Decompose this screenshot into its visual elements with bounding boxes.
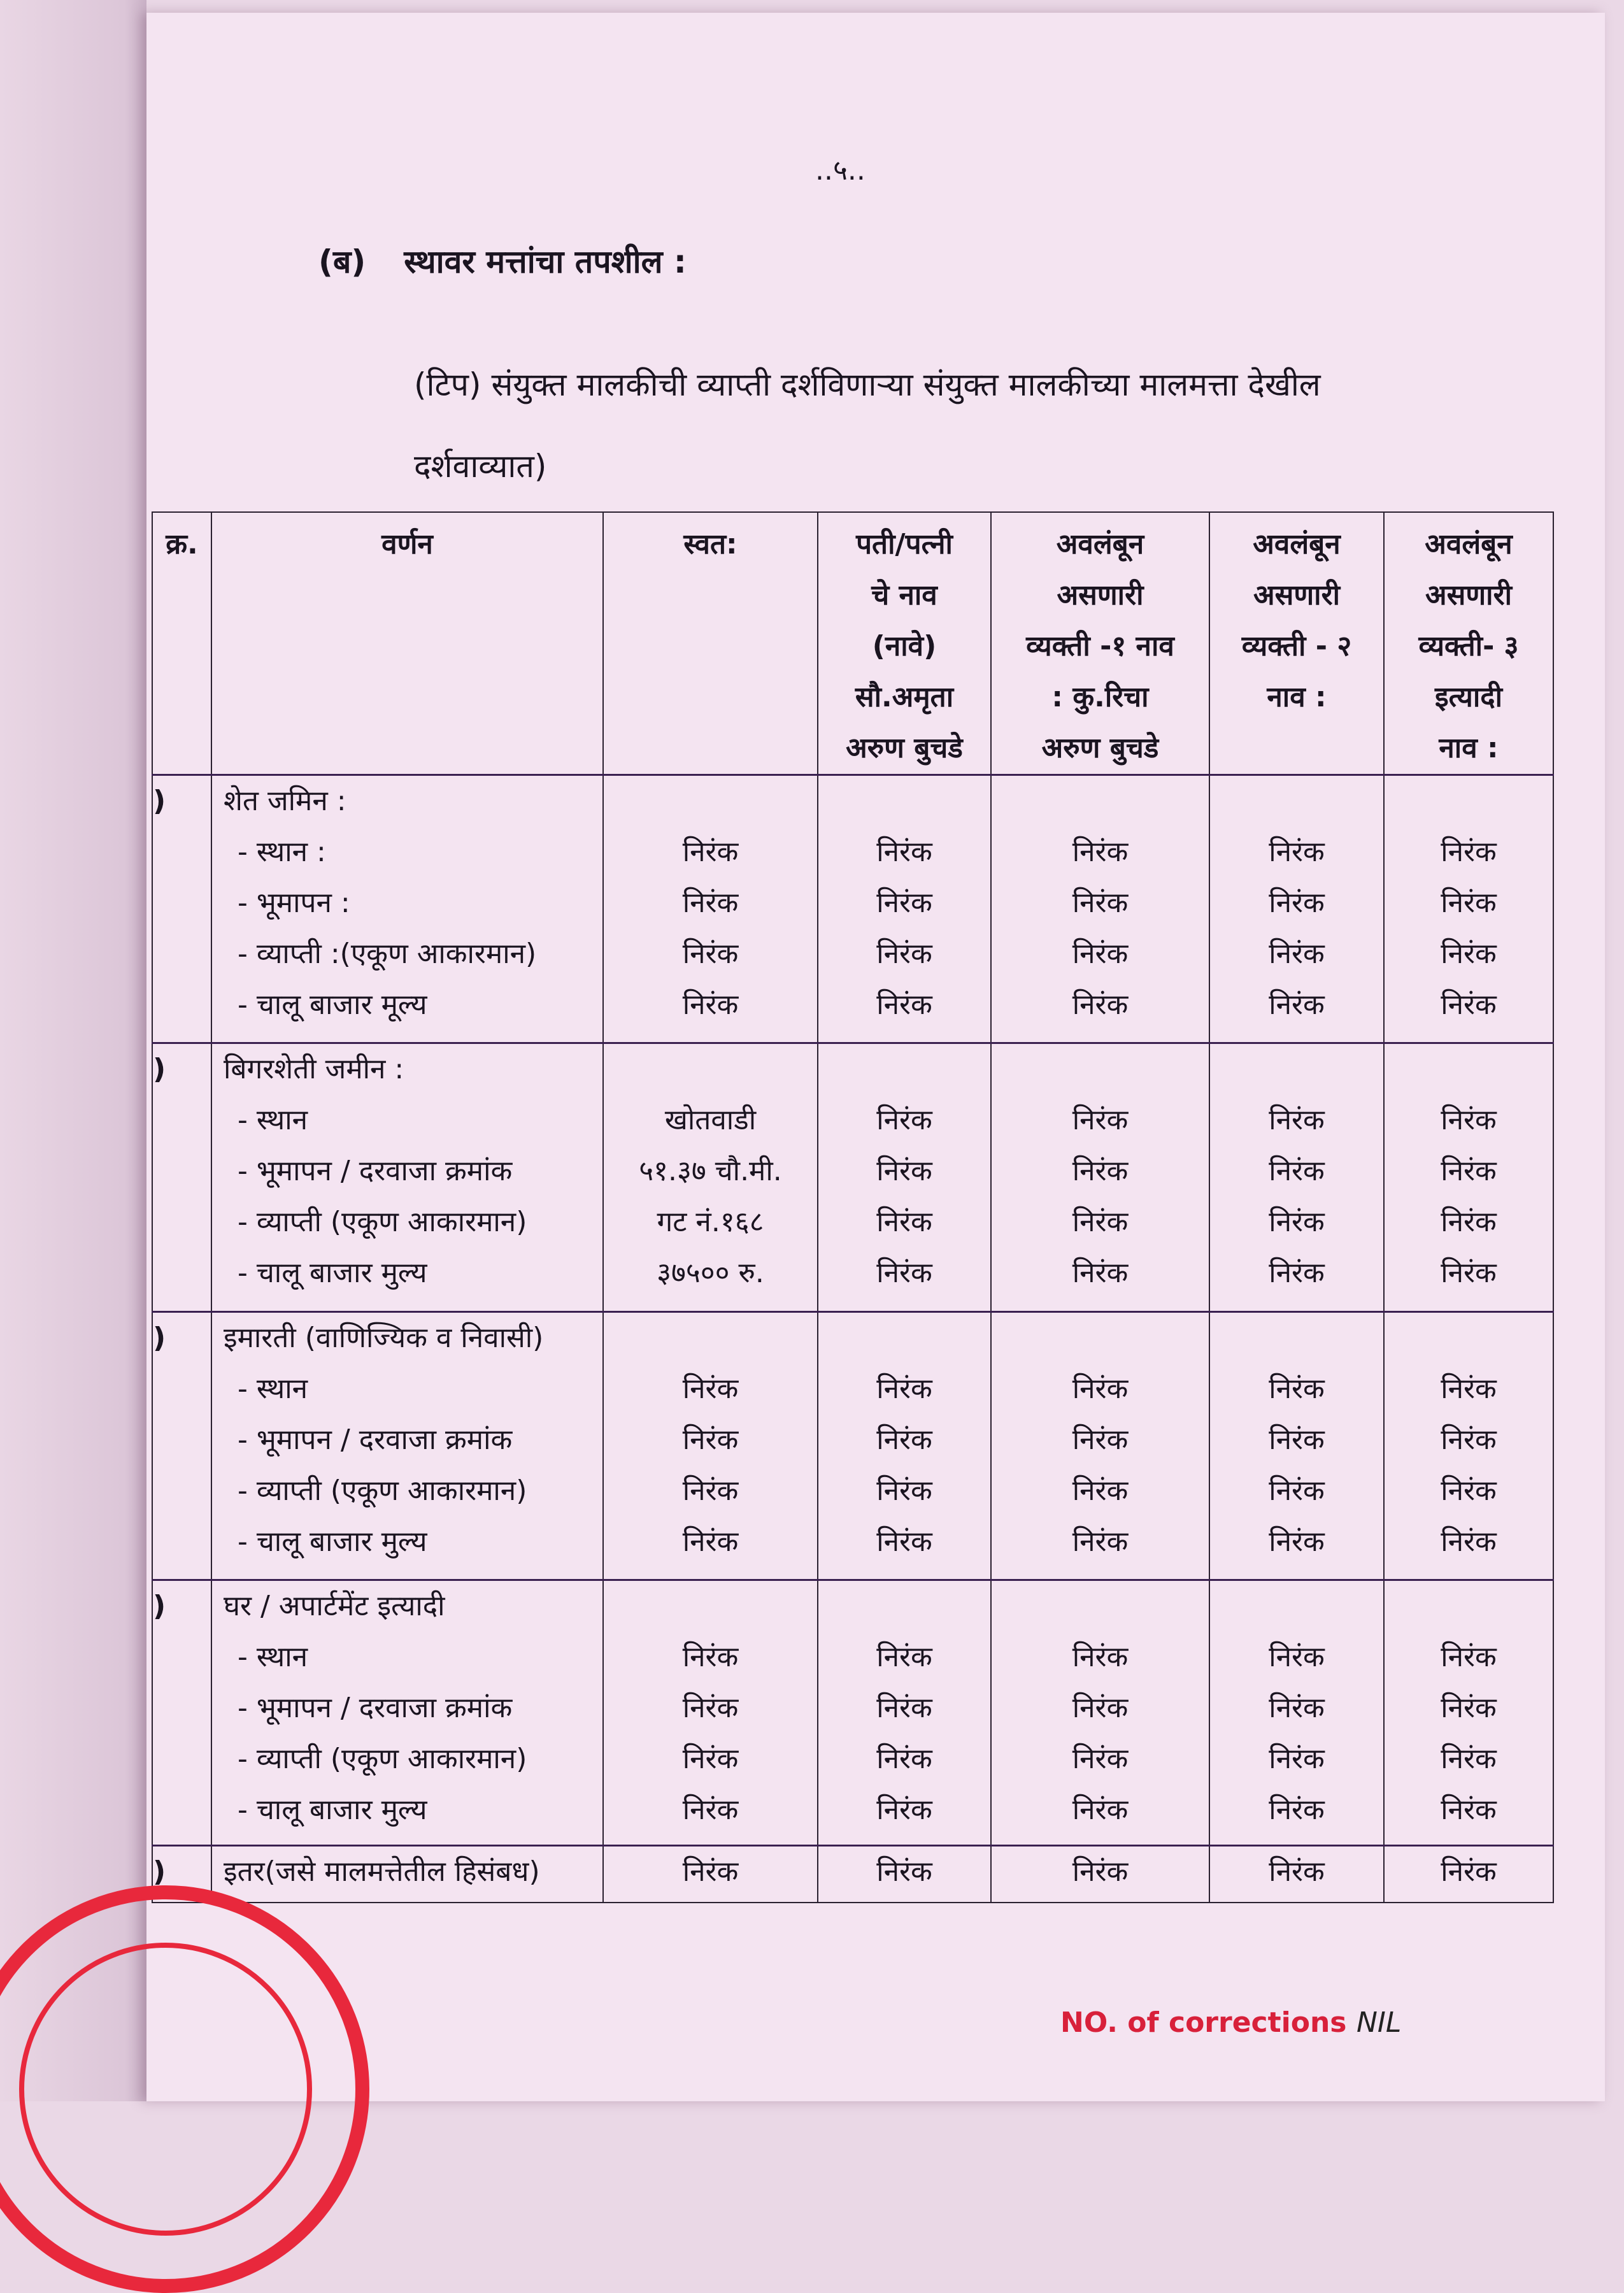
value-self: निरंक [682,1475,739,1507]
value-column-dep3 [1384,1312,1553,1580]
value-column-self [603,1043,818,1312]
value-dep2: निरंक [1269,1257,1325,1289]
spacer [992,1044,1209,1095]
value-self: निरंक [682,1373,739,1405]
value-spouse: निरंक [876,1475,932,1507]
value-column-dep3 [1384,1043,1553,1312]
value-spouse: निरंक [876,1525,932,1558]
value-column-spouse [818,1043,991,1312]
header-line: चे नाव [871,579,937,611]
value-dep2: निरंक [1269,1155,1325,1187]
corrections-label: NO. of corrections [1060,2006,1347,2039]
value-dep3: निरंक [1441,836,1497,868]
value-column-self [603,1580,818,1846]
value-self: गट नं.१६८ [657,1206,764,1238]
spacer [818,776,990,827]
table-row-other [152,1846,1553,1903]
value-dep3: निरंक [1441,1692,1497,1724]
value-spouse: निरंक [876,938,932,970]
page-number: ..५.. [815,154,865,187]
row-item: - भूमापन / दरवाजा क्रमांक [238,1692,513,1724]
row-item: - स्थान : [238,836,326,868]
row-item: - चालू बाजार मुल्य [238,1257,427,1289]
row-description [211,1312,603,1580]
row-item: - व्याप्ती :(एकूण आकारमान) [238,938,537,970]
value-dep3: निरंक [1441,1257,1497,1289]
value-dep1: निरंक [1072,1424,1129,1456]
value-dep1: निरंक [1072,1743,1129,1775]
row-heading: बिगरशेती जमीन : [224,1053,404,1085]
value-spouse: निरंक [876,1743,932,1775]
spacer [604,1313,817,1364]
value-column-dep1 [991,1312,1209,1580]
spacer [818,1313,990,1364]
notary-stamp-inner-ring [19,1943,312,2236]
spacer [604,1044,817,1095]
row-item: - स्थान [238,1373,308,1405]
spacer [604,776,817,827]
value-column-dep2 [1209,1580,1384,1846]
header-dependent-3 [1384,512,1553,775]
spacer [992,776,1209,827]
value-self: निरंक [682,938,739,970]
value-column-self [603,1312,818,1580]
value-self: खोतवाडी [664,1104,757,1136]
row-serial: ) [152,1043,211,1312]
spacer [1385,1581,1553,1632]
spacer [992,1313,1209,1364]
value-dep3: निरंक [1441,1641,1497,1673]
value-dep2: निरंक [1269,836,1325,868]
row-item: - स्थान [238,1641,308,1673]
value-dep1: निरंक [1072,938,1129,970]
header-line: : कु.रिचा [1051,681,1149,713]
value-dep1: निरंक [1072,989,1129,1021]
row-item: - चालू बाजार मुल्य [238,1525,427,1558]
header-line: अवलंबून [1056,528,1144,561]
value-self: निरंक [682,1692,739,1724]
value-dependent-1: निरंक [991,1846,1209,1903]
header-description: वर्णन [211,512,603,775]
row-item: - व्याप्ती (एकूण आकारमान) [238,1475,527,1507]
assets-table [152,511,1554,1903]
header-self: स्वत: [603,512,818,775]
spacer [818,1044,990,1095]
value-self: ३७५०० रु. [657,1257,764,1289]
header-line: नाव : [1439,732,1499,764]
header-line: व्यक्ती- ३ [1418,630,1519,662]
header-dependent-1 [991,512,1209,775]
value-spouse: निरंक [876,1794,932,1826]
value-self: निरंक [682,1424,739,1456]
value-dep3: निरंक [1441,989,1497,1021]
spacer [1385,1044,1553,1095]
value-spouse: निरंक [876,1155,932,1187]
value-self: निरंक [682,887,739,919]
value-dep1: निरंक [1072,1794,1129,1826]
value-spouse: निरंक [876,1692,932,1724]
value-self: ५१.३७ चौ.मी. [639,1155,782,1187]
value-dep1: निरंक [1072,836,1129,868]
row-serial: ) [152,1312,211,1580]
header-dependent-2 [1209,512,1384,775]
value-dep2: निरंक [1269,1743,1325,1775]
value-dep3: निरंक [1441,938,1497,970]
spacer [1385,1313,1553,1364]
spacer [1210,1044,1383,1095]
row-item: - भूमापन / दरवाजा क्रमांक [238,1424,513,1456]
value-spouse: निरंक [876,1206,932,1238]
value-dep3: निरंक [1441,887,1497,919]
value-dep1: निरंक [1072,1692,1129,1724]
value-dep1: निरंक [1072,1155,1129,1187]
previous-page-edge [0,0,146,2101]
value-dep1: निरंक [1072,887,1129,919]
value-dependent-3: निरंक [1384,1846,1553,1903]
value-dep2: निरंक [1269,1641,1325,1673]
value-dep2: निरंक [1269,1794,1325,1826]
section-title: स्थावर मत्तांचा तपशील : [404,243,687,280]
header-line: व्यक्ती -१ नाव [1026,630,1174,662]
header-line: सौ.अमृता [855,681,954,713]
value-dep3: निरंक [1441,1373,1497,1405]
value-column-dep2 [1209,775,1384,1043]
value-dep2: निरंक [1269,1424,1325,1456]
row-description [211,1580,603,1846]
row-item: - भूमापन / दरवाजा क्रमांक [238,1155,513,1187]
spacer [1210,1581,1383,1632]
value-dep2: निरंक [1269,989,1325,1021]
value-dep1: निरंक [1072,1257,1129,1289]
value-dep3: निरंक [1441,1424,1497,1456]
value-dep2: निरंक [1269,1692,1325,1724]
value-column-spouse [818,1580,991,1846]
value-column-dep3 [1384,775,1553,1043]
corrections-value: NIL [1357,2006,1402,2039]
row-heading: शेत जमिन : [224,785,346,817]
value-self: निरंक [682,836,739,868]
header-line: अवलंबून [1425,528,1513,561]
spacer [1210,1313,1383,1364]
header-serial: क्र. [152,512,211,775]
value-dep2: निरंक [1269,938,1325,970]
header-line: पती/पत्नी [856,528,953,561]
value-column-spouse [818,1312,991,1580]
header-line: असणारी [1057,579,1144,611]
value-spouse: निरंक [876,1424,932,1456]
header-line: व्यक्ती - २ [1241,630,1352,662]
spacer [1385,776,1553,827]
value-dep3: निरंक [1441,1743,1497,1775]
row-item: - भूमापन : [238,887,350,919]
row-heading: घर / अपार्टमेंट इत्यादी [224,1590,445,1622]
value-column-dep1 [991,775,1209,1043]
row-item: - व्याप्ती (एकूण आकारमान) [238,1743,527,1775]
section-marker: (ब) [318,243,366,280]
header-line: अरुण बुचडे [846,732,963,764]
value-spouse: निरंक [876,1641,932,1673]
value-dep1: निरंक [1072,1525,1129,1558]
header-line: इत्यादी [1434,681,1503,713]
value-self: निरंक [682,1641,739,1673]
header-line: अवलंबून [1253,528,1341,561]
row-serial: ) [152,1580,211,1846]
spacer [818,1581,990,1632]
value-spouse: निरंक [876,1104,932,1136]
row-item: - व्याप्ती (एकूण आकारमान) [238,1206,527,1238]
value-dep2: निरंक [1269,1373,1325,1405]
value-column-dep2 [1209,1043,1384,1312]
section-heading [318,239,687,282]
value-dep2: निरंक [1269,1104,1325,1136]
value-spouse: निरंक [876,1257,932,1289]
spacer [992,1581,1209,1632]
row-serial: ) [152,775,211,1043]
header-line: (नावे) [872,630,937,662]
table-row-section [152,1580,1553,1846]
row-serial: ) [152,1846,211,1903]
value-dep1: निरंक [1072,1641,1129,1673]
value-dep1: निरंक [1072,1373,1129,1405]
value-column-dep1 [991,1580,1209,1846]
value-spouse: निरंक [876,887,932,919]
header-line: अरुण बुचडे [1041,732,1159,764]
header-line: असणारी [1425,579,1512,611]
value-self: निरंक [682,1743,739,1775]
value-self: निरंक [682,1525,739,1558]
value-dep3: निरंक [1441,1794,1497,1826]
value-dep2: निरंक [1269,887,1325,919]
value-column-spouse [818,775,991,1043]
value-self: निरंक [682,989,739,1021]
value-dep1: निरंक [1072,1104,1129,1136]
value-dep3: निरंक [1441,1155,1497,1187]
value-column-dep1 [991,1043,1209,1312]
value-dep1: निरंक [1072,1206,1129,1238]
table-row-section [152,1043,1553,1312]
value-self: निरंक [603,1846,818,1903]
row-description [211,1043,603,1312]
row-item: - चालू बाजार मूल्य [238,989,427,1021]
value-column-dep3 [1384,1580,1553,1846]
value-dep2: निरंक [1269,1475,1325,1507]
row-item: - चालू बाजार मुल्य [238,1794,427,1826]
header-spouse [818,512,991,775]
row-item: - स्थान [238,1104,308,1136]
value-self: निरंक [682,1794,739,1826]
value-dep1: निरंक [1072,1475,1129,1507]
value-spouse: निरंक [818,1846,991,1903]
section-note: (टिप) संयुक्त मालकीची व्याप्ती दर्शविणाऱ्या संयुक्त मालकीच्या मालमत्ता देखील दर्शवाव्यात) [414,366,1321,485]
value-column-dep2 [1209,1312,1384,1580]
header-line: असणारी [1253,579,1340,611]
row-description [211,775,603,1043]
row-heading: इमारती (वाणिज्यिक व निवासी) [224,1322,544,1354]
value-dep3: निरंक [1441,1104,1497,1136]
value-dep2: निरंक [1269,1525,1325,1558]
spacer [604,1581,817,1632]
value-dep2: निरंक [1269,1206,1325,1238]
spacer [1210,776,1383,827]
table-row-section [152,1312,1553,1580]
header-line: नाव : [1267,681,1327,713]
value-dep3: निरंक [1441,1475,1497,1507]
value-spouse: निरंक [876,1373,932,1405]
value-column-self [603,775,818,1043]
value-dep3: निरंक [1441,1525,1497,1558]
value-spouse: निरंक [876,989,932,1021]
value-dep3: निरंक [1441,1206,1497,1238]
row-heading: इतर(जसे मालमत्तेतील हिसंबध) [211,1846,603,1903]
value-spouse: निरंक [876,836,932,868]
table-row-section [152,775,1553,1043]
header-row [152,512,1553,775]
value-dependent-2: निरंक [1209,1846,1384,1903]
